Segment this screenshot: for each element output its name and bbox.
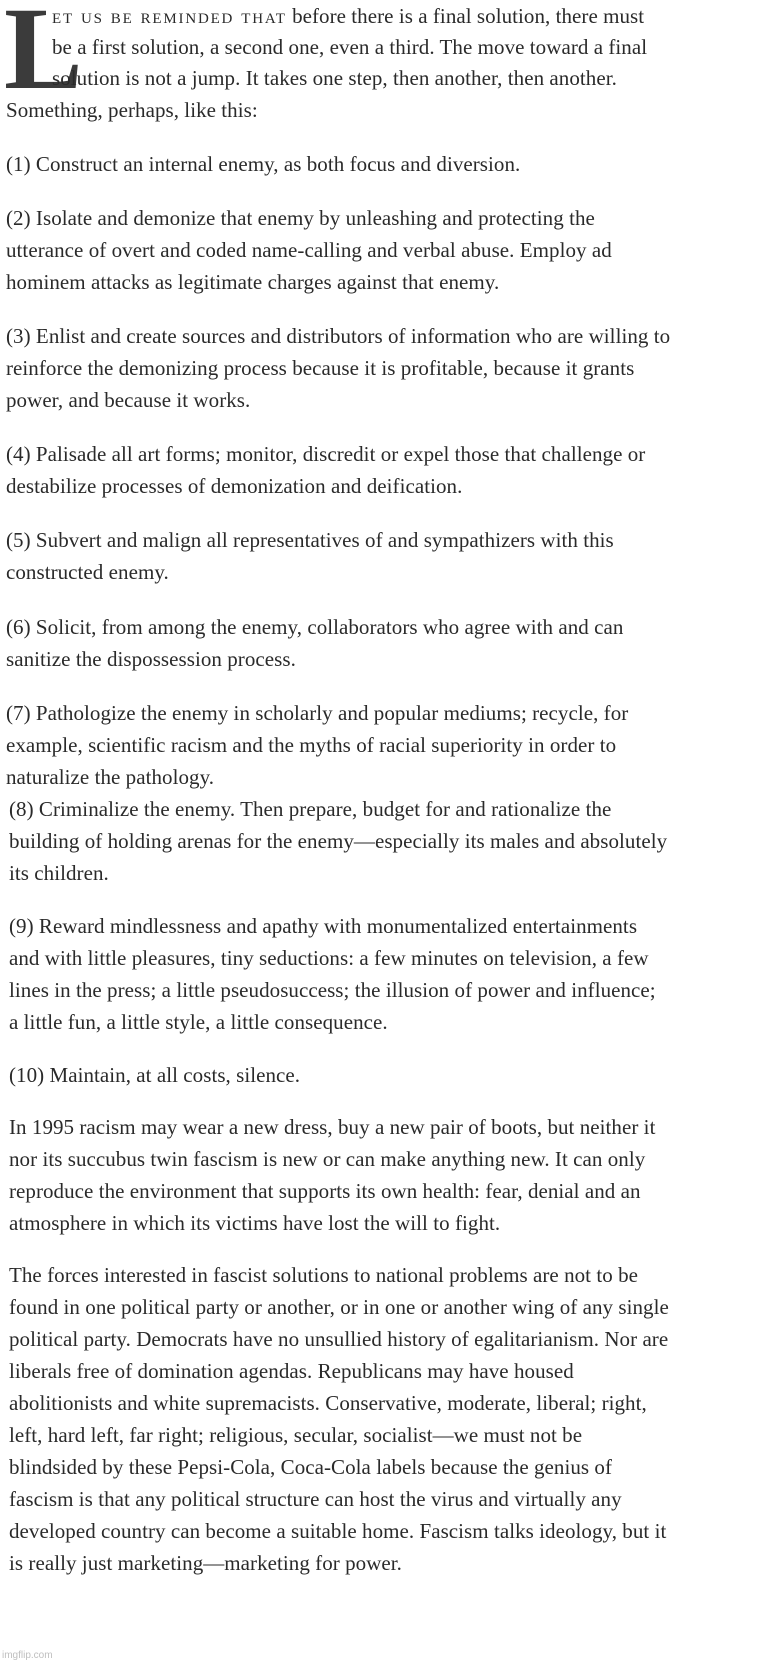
intro-line-3: solution is not a jump. It takes one step, then another, then another.	[52, 66, 617, 90]
list-item-line: and with little pleasures, tiny seductions: a few minutes on television, a few	[9, 946, 649, 970]
paragraph-line: atmosphere in which its victims have lost the will to fight.	[9, 1211, 501, 1235]
list-item-line: building of holding arenas for the enemy—especially its males and absolutely	[9, 829, 668, 853]
paragraph-line: In 1995 racism may wear a new dress, buy a new pair of boots, but neither it	[9, 1115, 656, 1139]
list-item-line: (9) Reward mindlessness and apathy with monumentalized entertainments	[9, 914, 638, 938]
list-item-line: (7) Pathologize the enemy in scholarly and popular mediums; recycle, for	[6, 701, 629, 725]
closing-paragraph-2	[9, 1259, 669, 1579]
list-item-8	[9, 793, 667, 889]
list-item-2	[6, 202, 612, 298]
list-item-line: power, and because it works.	[6, 388, 251, 412]
paragraph-line: nor its succubus twin fascism is new or can make anything new. It can only	[9, 1147, 646, 1171]
paragraph-line: found in one political party or another, or in one or another wing of any single	[9, 1295, 669, 1319]
list-item-line: destabilize processes of demonization and deification.	[6, 474, 463, 498]
list-item-1	[6, 148, 520, 180]
list-item-line: (2) Isolate and demonize that enemy by unleashing and protecting the	[6, 206, 595, 230]
list-item-7	[6, 697, 628, 793]
list-item-line: reinforce the demonizing process because it is profitable, because it grants	[6, 356, 635, 380]
list-item-4	[6, 438, 645, 502]
list-item-line: (3) Enlist and create sources and distributors of information who are willing to	[6, 324, 671, 348]
intro-line-4: Something, perhaps, like this:	[6, 98, 258, 122]
list-item-line: example, scientific racism and the myths of racial superiority in order to	[6, 733, 617, 757]
intro-small-caps: et us be reminded that	[52, 4, 287, 28]
list-item-line: (6) Solicit, from among the enemy, collaborators who agree with and can	[6, 615, 624, 639]
list-item-line: lines in the press; a little pseudosuccess; the illusion of power and influence;	[9, 978, 656, 1002]
list-item-3	[6, 320, 670, 416]
imgflip-watermark: imgflip.com	[2, 1650, 53, 1661]
list-item-line: hominem attacks as legitimate charges against that enemy.	[6, 270, 500, 294]
drop-cap: L	[4, 0, 83, 114]
intro-line-1	[52, 0, 644, 32]
list-item-line: (4) Palisade all art forms; monitor, discredit or expel those that challenge or	[6, 442, 646, 466]
paragraph-line: reproduce the environment that supports its own health: fear, denial and an	[9, 1179, 641, 1203]
list-item-line: constructed enemy.	[6, 560, 169, 584]
paragraph-line: abolitionists and white supremacists. Conservative, moderate, liberal; right,	[9, 1391, 647, 1415]
paragraph-line: left, hard left, far right; religious, secular, socialist—we must not be	[9, 1423, 583, 1447]
list-item-5	[6, 524, 614, 588]
paragraph-line: political party. Democrats have no unsullied history of egalitarianism. Nor are	[9, 1327, 669, 1351]
paragraph-line: fascism is that any political structure can host the virus and virtually any	[9, 1487, 622, 1511]
paragraph-line: blindsided by these Pepsi-Cola, Coca-Cola labels because the genius of	[9, 1455, 613, 1479]
list-item-line: sanitize the dispossession process.	[6, 647, 296, 671]
list-item-line: (10) Maintain, at all costs, silence.	[9, 1063, 301, 1087]
list-item-line: its children.	[9, 861, 109, 885]
list-item-line: (1) Construct an internal enemy, as both focus and diversion.	[6, 152, 521, 176]
closing-paragraph-1	[9, 1111, 655, 1239]
intro-line-2: be a first solution, a second one, even a third. The move toward a final	[52, 35, 648, 59]
list-item-9	[9, 910, 656, 1038]
list-item-line: (5) Subvert and malign all representatives of and sympathizers with this	[6, 528, 614, 552]
list-item-line: a little fun, a little style, a little consequence.	[9, 1010, 388, 1034]
paragraph-line: liberals free of domination agendas. Republicans may have housed	[9, 1359, 574, 1383]
paragraph-line: is really just marketing—marketing for power.	[9, 1551, 402, 1575]
list-item-line: utterance of overt and coded name-calling and verbal abuse. Employ ad	[6, 238, 612, 262]
paragraph-line: The forces interested in fascist solutions to national problems are not to be	[9, 1263, 639, 1287]
list-item-10	[9, 1059, 300, 1091]
intro-line-1-text: before there is a final solution, there must	[286, 4, 645, 28]
paragraph-line: developed country can become a suitable home. Fascism talks ideology, but it	[9, 1519, 667, 1543]
list-item-6	[6, 611, 623, 675]
list-item-line: (8) Criminalize the enemy. Then prepare, budget for and rationalize the	[9, 797, 612, 821]
list-item-line: naturalize the pathology.	[6, 765, 215, 789]
